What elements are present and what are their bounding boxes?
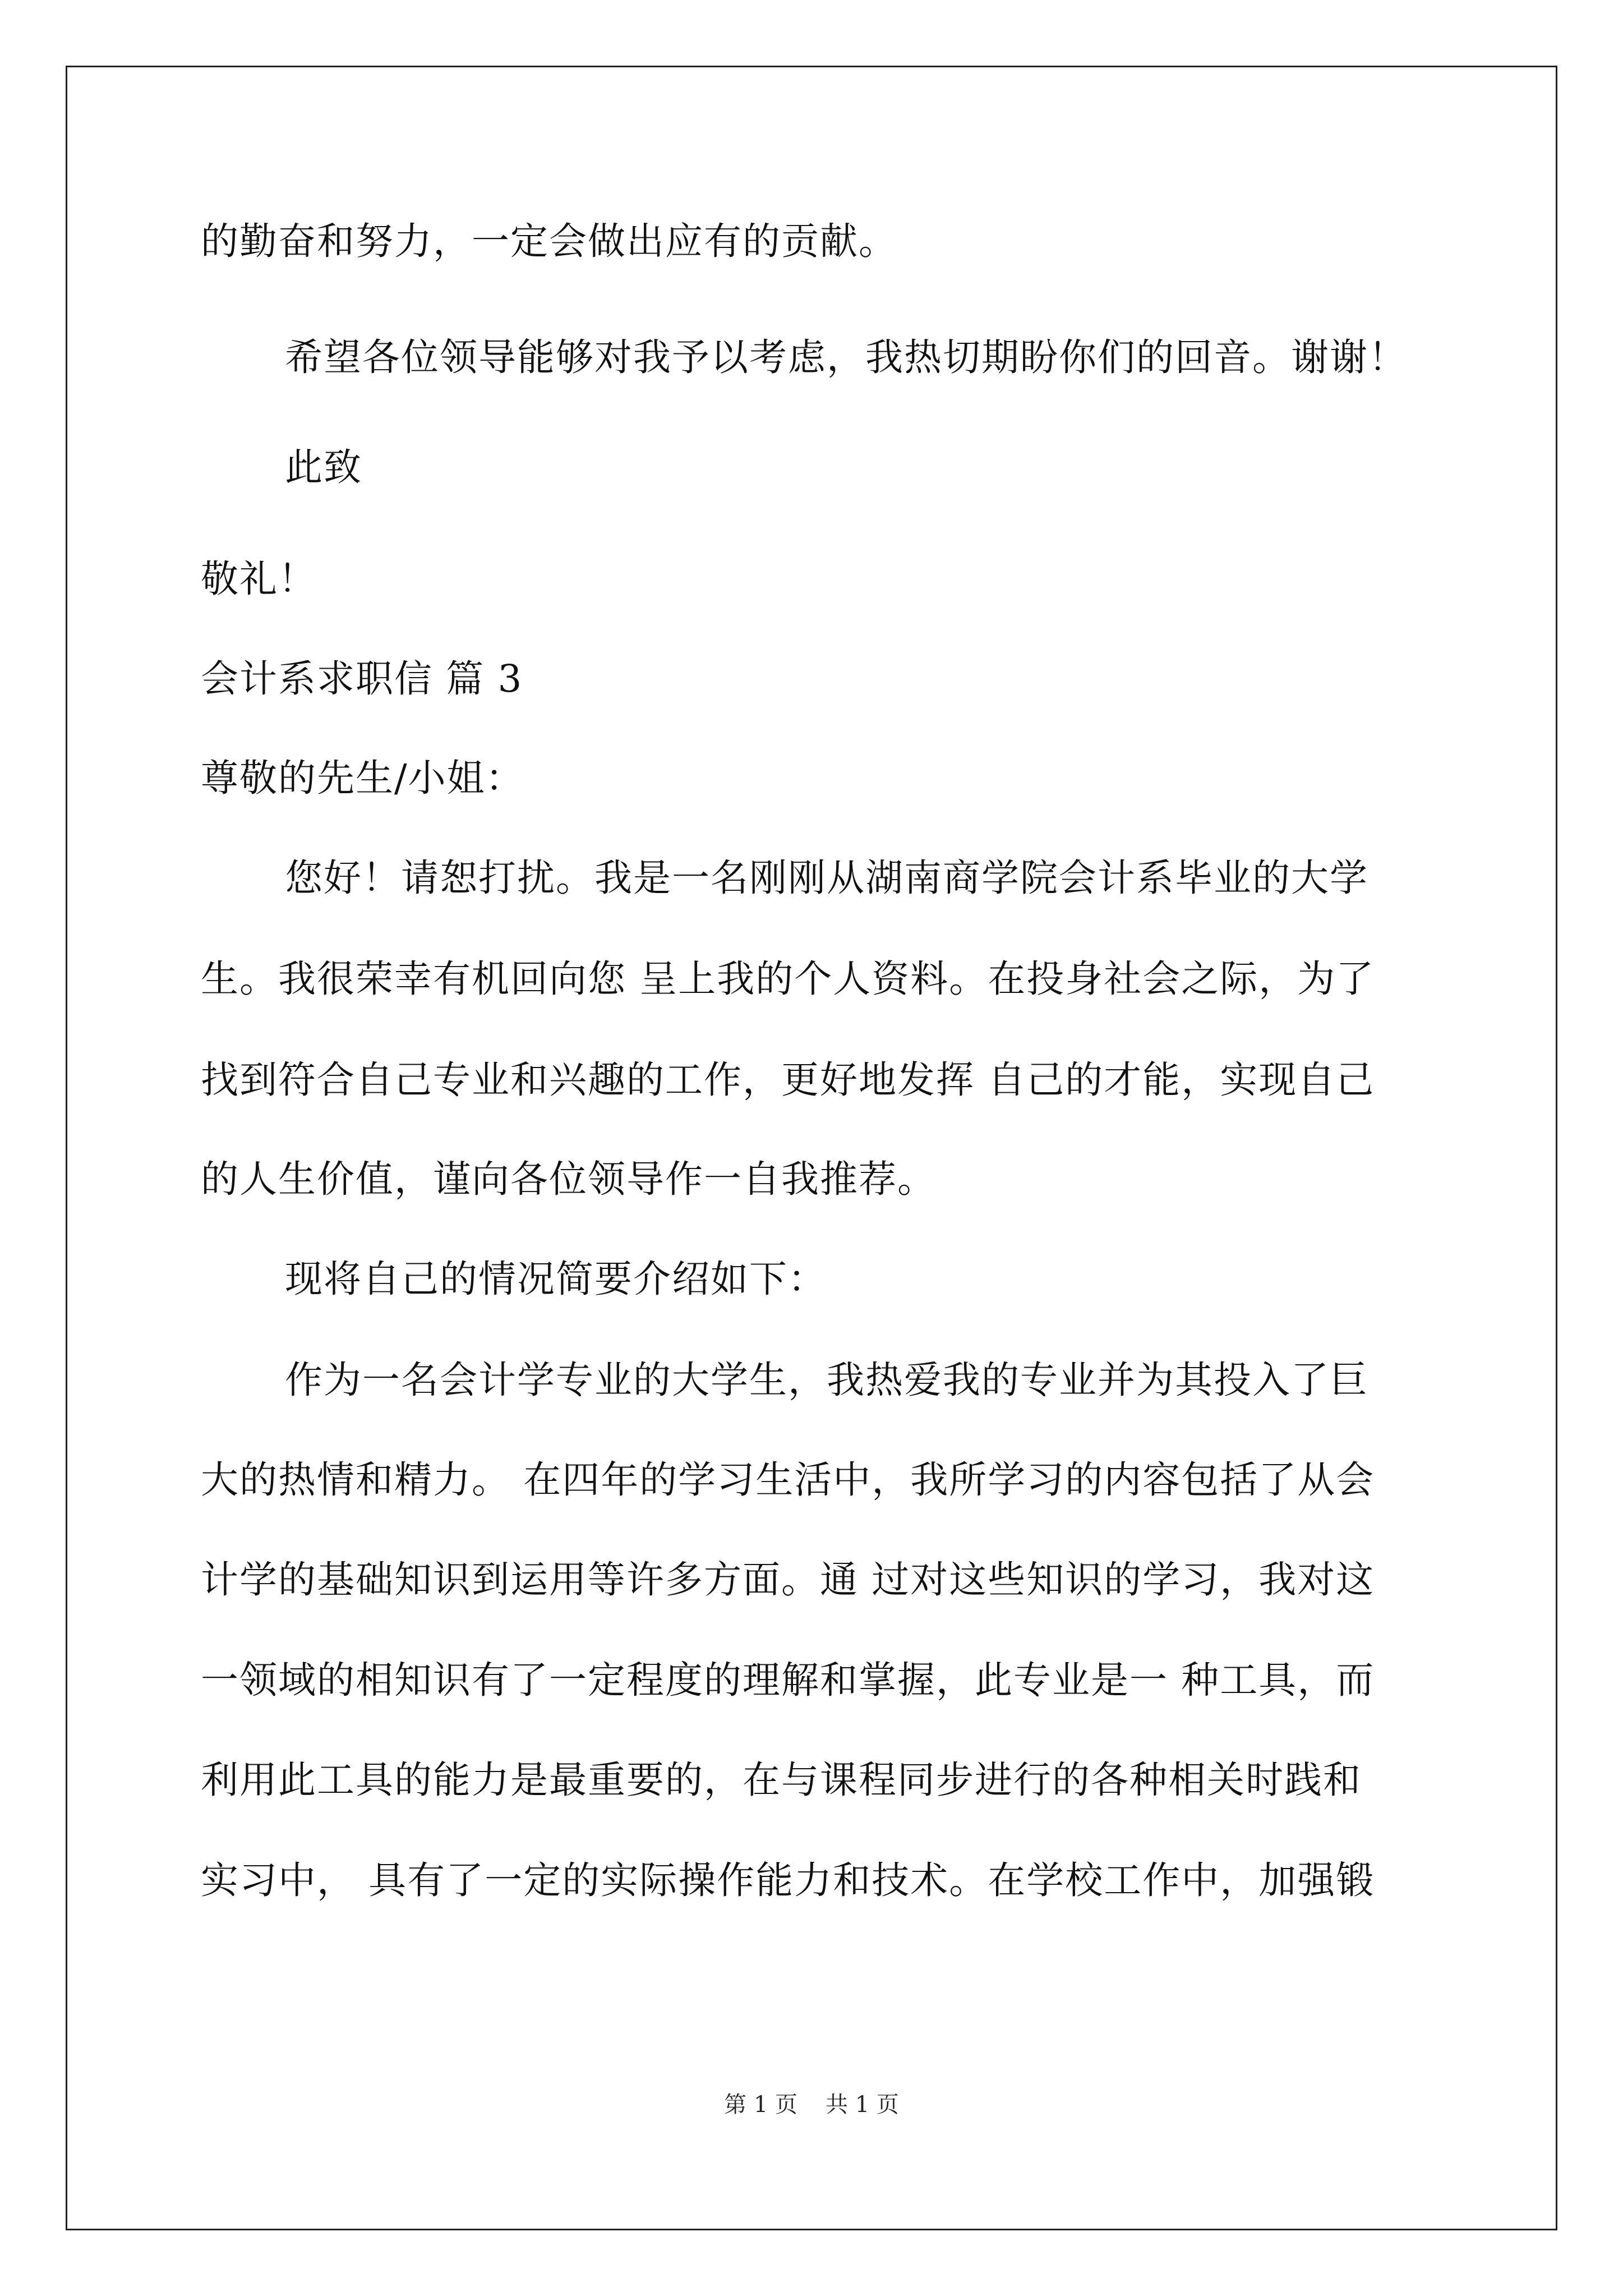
text-line: 的人生价值，谨向各位领导作一自我推荐。 [201,1157,936,1201]
text-line: 大的热情和精力。 在四年的学习生活中，我所学习的内容包括了从会 [201,1458,1375,1502]
text-line: 此致 [285,445,362,489]
section-heading: 会计系求职信 篇 3 [201,657,523,701]
text-line: 实习中， 具有了一定的实际操作能力和技术。在学校工作中，加强锻 [201,1858,1375,1902]
text-line: 现将自己的情况简要介绍如下： [285,1257,827,1301]
text-line: 计学的基础知识到运用等许多方面。通 过对这些知识的学习，我对这 [201,1558,1375,1602]
text-line: 您好！请恕打扰。我是一名刚刚从湖南商学院会计系毕业的大学 [285,856,1368,900]
salutation: 尊敬的先生/小姐： [201,756,524,800]
text-line: 希望各位领导能够对我予以考虑，我热切期盼你们的回音。谢谢！ [285,335,1407,379]
text-line: 敬礼！ [201,557,317,601]
text-line: 利用此工具的能力是最重要的，在与课程同步进行的各种相关时践和 [201,1758,1362,1802]
text-line: 作为一名会计学专业的大学生，我热爱我的专业并为其投入了巨 [285,1358,1368,1402]
text-line: 找到符合自己专业和兴趣的工作，更好地发挥 自己的才能，实现自己 [201,1058,1375,1102]
text-line: 一领域的相知识有了一定程度的理解和掌握，此专业是一 种工具，而 [201,1658,1375,1702]
page-footer [0,2087,1623,2119]
page-number-current: 第 1 页 [724,2092,797,2118]
text-line: 的勤奋和努力，一定会做出应有的贡献。 [201,219,897,263]
page-number-total: 共 1 页 [826,2092,899,2118]
text-line: 生。我很荣幸有机回向您 呈上我的个人资料。在投身社会之际，为了 [201,957,1375,1001]
page-border [66,66,1557,2230]
